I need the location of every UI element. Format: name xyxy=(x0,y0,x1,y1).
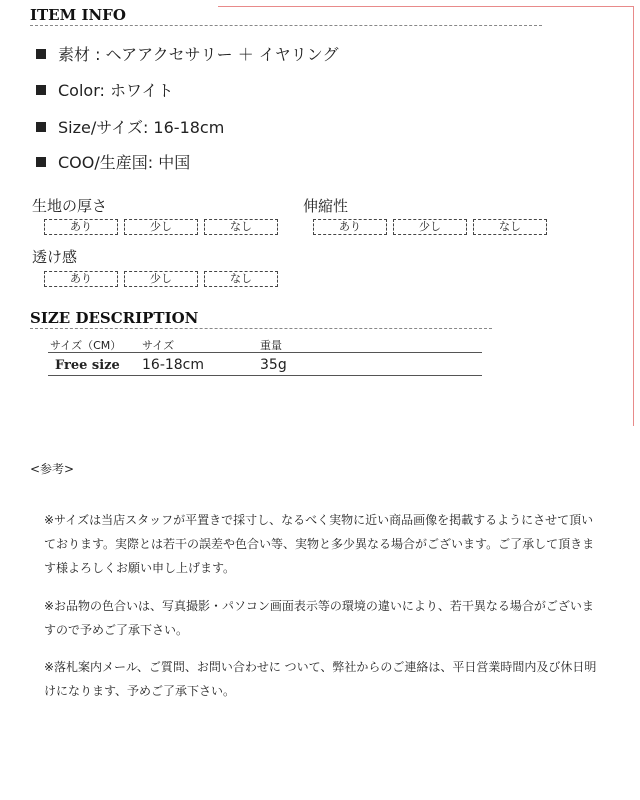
decorative-border-right xyxy=(633,6,634,426)
chip-option: 少し xyxy=(393,219,467,235)
notes-title: <参考> xyxy=(30,462,75,476)
chip-option: あり xyxy=(44,219,118,235)
size-header-size-cm: サイズ（CM） xyxy=(50,339,122,352)
attr-chips-thickness xyxy=(44,219,284,235)
info-row-label: Color: ホワイト xyxy=(58,81,174,100)
size-description-heading: SIZE DESCRIPTION xyxy=(30,309,199,327)
item-info-divider xyxy=(30,25,542,26)
square-bullet-icon xyxy=(36,85,46,95)
chip-option: 少し xyxy=(124,219,198,235)
chip-option: 少し xyxy=(124,271,198,287)
note-paragraph-sizing: ※サイズは当店スタッフが平置きで採寸し、なるべく実物に近い商品画像を掲載するようにさせて頂いております。実際とは若干の誤差や色合い等、実物と多少異なる場合がございます。ご了承して頂きます様よろしくお願い申し上げます。 xyxy=(44,513,595,575)
attr-label-thickness: 生地の厚さ xyxy=(32,197,108,215)
square-bullet-icon xyxy=(36,157,46,167)
chip-option: あり xyxy=(313,219,387,235)
square-bullet-icon xyxy=(36,122,46,132)
note-paragraph-color: ※お品物の色合いは、写真撮影・パソコン画面表示等の環境の違いにより、若干異なる場合がございますので予めご了承下さい。 xyxy=(44,599,594,637)
note-paragraph-contact: ※落札案内メール、ご質問、お問い合わせに ついて、弊社からのご連絡は、平日営業時間内及び休日明けになります、予めご了承下さい。 xyxy=(44,660,597,698)
info-row-coo xyxy=(36,150,190,173)
attr-label-stretch: 伸縮性 xyxy=(303,197,349,215)
info-row-label: COO/生産国: 中国 xyxy=(58,153,191,172)
square-bullet-icon xyxy=(36,49,46,59)
item-info-heading: ITEM INFO xyxy=(30,6,126,24)
info-row-size xyxy=(36,115,224,138)
size-cell-weight: 35g xyxy=(260,357,287,373)
attr-chips-stretch xyxy=(313,219,553,235)
attr-label-sheer: 透け感 xyxy=(32,248,78,266)
chip-option: なし xyxy=(473,219,547,235)
info-row-material xyxy=(36,42,338,65)
chip-option: なし xyxy=(204,271,278,287)
chip-option: あり xyxy=(44,271,118,287)
decorative-border-top xyxy=(218,6,634,7)
size-table-row-rule xyxy=(48,375,482,376)
attr-chips-sheer xyxy=(44,271,284,287)
size-header-weight: 重量 xyxy=(260,339,282,352)
info-row-color xyxy=(36,78,174,101)
info-row-label: 素材 : ヘアアクセサリー ＋ イヤリング xyxy=(58,45,339,64)
info-row-label: Size/サイズ: 16-18cm xyxy=(58,118,225,137)
size-description-divider xyxy=(30,328,492,329)
size-cell-free-size: Free size xyxy=(55,358,120,373)
chip-option: なし xyxy=(204,219,278,235)
size-header-size: サイズ xyxy=(142,339,175,352)
size-cell-length: 16-18cm xyxy=(142,357,205,373)
size-table-header-rule xyxy=(48,352,482,353)
